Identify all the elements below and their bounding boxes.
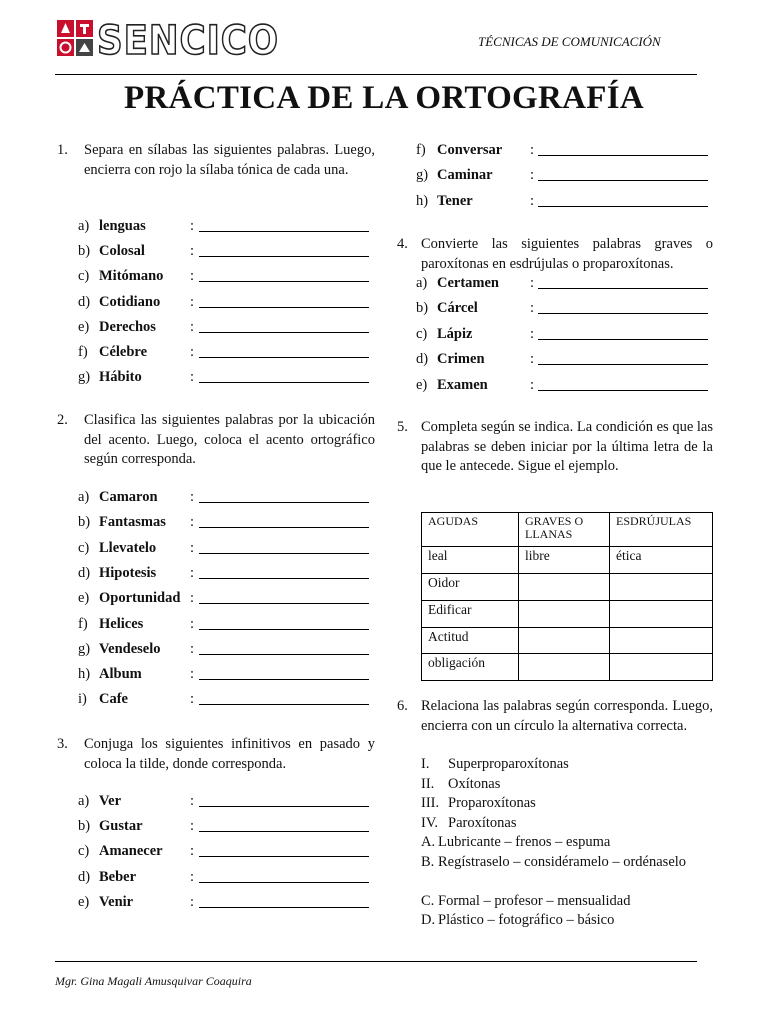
answer-blank-line[interactable] bbox=[199, 882, 369, 883]
roman-numeral: I. bbox=[421, 756, 430, 772]
question-5 bbox=[397, 418, 713, 477]
question-6 bbox=[397, 697, 713, 736]
roman-text: Proparoxítonas bbox=[448, 795, 536, 811]
item-colon: : bbox=[190, 489, 195, 505]
item-word: Hipotesis bbox=[99, 564, 157, 581]
item-colon: : bbox=[530, 300, 535, 317]
item-colon: : bbox=[190, 843, 195, 860]
answer-blank-line[interactable] bbox=[199, 629, 369, 630]
table-cell bbox=[610, 628, 713, 654]
question-text: Convierte las siguientes palabras graves o paroxítonas en esdrújulas o proparoxítonas. bbox=[421, 236, 713, 272]
header-divider bbox=[55, 74, 697, 75]
question-number: 2. bbox=[57, 412, 68, 428]
item-letter: e) bbox=[78, 893, 90, 910]
item-colon: : bbox=[190, 218, 195, 234]
item-letter: a) bbox=[416, 275, 428, 291]
answer-item bbox=[78, 892, 369, 912]
item-letter: d) bbox=[416, 351, 429, 368]
item-colon: : bbox=[190, 893, 195, 910]
item-word: Album bbox=[99, 666, 142, 683]
roman-text: Paroxítonas bbox=[448, 814, 517, 831]
item-letter: b) bbox=[78, 514, 91, 531]
answer-blank-line[interactable] bbox=[538, 313, 708, 314]
answer-item bbox=[416, 165, 708, 185]
item-colon: : bbox=[530, 376, 535, 393]
answer-blank-line[interactable] bbox=[199, 578, 369, 579]
item-word: Hábito bbox=[99, 369, 142, 386]
roman-numeral: IV. bbox=[421, 814, 439, 831]
answer-blank-line[interactable] bbox=[199, 281, 369, 282]
option-text: Formal – profesor – mensualidad bbox=[438, 892, 631, 909]
question-3 bbox=[57, 735, 375, 774]
answer-blank-line[interactable] bbox=[199, 831, 369, 832]
answer-item bbox=[78, 342, 369, 362]
answer-blank-line[interactable] bbox=[199, 553, 369, 554]
answer-item bbox=[78, 241, 369, 261]
item-letter: d) bbox=[78, 293, 91, 310]
item-letter: a) bbox=[78, 489, 90, 505]
answer-item bbox=[78, 512, 369, 532]
item-word: Mitómano bbox=[99, 268, 164, 285]
answer-blank-line[interactable] bbox=[538, 155, 708, 156]
answer-blank-line[interactable] bbox=[199, 907, 369, 908]
item-colon: : bbox=[530, 325, 535, 342]
item-colon: : bbox=[190, 268, 195, 285]
item-letter: f) bbox=[78, 615, 88, 632]
header-subject: TÉCNICAS DE COMUNICACIÓN bbox=[478, 34, 661, 49]
answer-blank-line[interactable] bbox=[538, 339, 708, 340]
item-letter: c) bbox=[78, 539, 90, 556]
roman-numeral: II. bbox=[421, 775, 435, 792]
answer-item bbox=[416, 140, 708, 160]
item-letter: c) bbox=[416, 325, 428, 342]
item-word: Cotidiano bbox=[99, 293, 161, 310]
table-cell bbox=[610, 574, 713, 601]
item-colon: : bbox=[530, 351, 535, 368]
answer-blank-line[interactable] bbox=[199, 806, 369, 807]
item-colon: : bbox=[190, 539, 195, 556]
answer-item bbox=[78, 538, 369, 558]
footer-divider bbox=[55, 961, 697, 962]
answer-item bbox=[416, 349, 708, 369]
question-text: Conjuga los siguientes infinitivos en pasado y coloca la tilde, donde corresponda. bbox=[84, 736, 375, 772]
item-letter: b) bbox=[78, 243, 91, 260]
item-word: Tener bbox=[437, 192, 473, 209]
answer-item bbox=[78, 614, 369, 634]
answer-blank-line[interactable] bbox=[199, 256, 369, 257]
option-letter: C. bbox=[421, 892, 435, 909]
table-header: AGUDAS bbox=[422, 513, 519, 547]
question-text: Separa en sílabas las siguientes palabras. Luego, encierra con rojo la sílaba tónica de cada una. bbox=[84, 142, 375, 178]
answer-item bbox=[78, 816, 369, 836]
item-colon: : bbox=[530, 192, 535, 209]
question-number: 1. bbox=[57, 142, 68, 158]
answer-blank-line[interactable] bbox=[199, 502, 369, 503]
answer-blank-line[interactable] bbox=[199, 856, 369, 857]
item-colon: : bbox=[190, 640, 195, 657]
item-word: Cárcel bbox=[437, 300, 478, 317]
table-cell: Edificar bbox=[422, 601, 519, 628]
item-letter: d) bbox=[78, 868, 91, 885]
item-letter: i) bbox=[78, 691, 87, 708]
answer-blank-line[interactable] bbox=[199, 603, 369, 604]
question-1 bbox=[57, 141, 375, 180]
option-item bbox=[421, 833, 713, 853]
item-word: Examen bbox=[437, 376, 488, 393]
option-letter: A. bbox=[421, 834, 436, 850]
accent-table bbox=[421, 512, 713, 681]
answer-item bbox=[416, 324, 708, 344]
table-header: GRAVES O LLANAS bbox=[519, 513, 610, 547]
item-word: Llevatelo bbox=[99, 539, 157, 556]
answer-blank-line[interactable] bbox=[538, 364, 708, 365]
answer-blank-line[interactable] bbox=[538, 390, 708, 391]
answer-item bbox=[78, 841, 369, 861]
question-number: 5. bbox=[397, 419, 408, 435]
answer-blank-line[interactable] bbox=[199, 704, 369, 705]
item-word: Gustar bbox=[99, 818, 143, 835]
question-text: Relaciona las palabras según corresponda. Luego, encierra con un círculo la alternativa correcta. bbox=[421, 698, 713, 734]
table-cell: ética bbox=[610, 547, 713, 574]
answer-item bbox=[78, 367, 369, 387]
item-letter: f) bbox=[416, 142, 426, 158]
answer-item bbox=[416, 298, 708, 318]
item-word: Ver bbox=[99, 793, 122, 809]
answer-blank-line[interactable] bbox=[199, 332, 369, 333]
item-word: Crimen bbox=[437, 351, 485, 368]
svg-text:SENCICO: SENCICO bbox=[97, 18, 279, 58]
roman-item bbox=[421, 755, 713, 775]
item-colon: : bbox=[530, 275, 535, 291]
answer-item bbox=[78, 292, 369, 312]
table-cell bbox=[610, 654, 713, 681]
item-word: Lápiz bbox=[437, 325, 473, 342]
item-letter: f) bbox=[78, 344, 88, 360]
item-colon: : bbox=[190, 514, 195, 531]
item-colon: : bbox=[190, 691, 195, 708]
table-cell: obligación bbox=[422, 654, 519, 681]
answer-item bbox=[78, 689, 369, 709]
item-colon: : bbox=[530, 142, 535, 158]
roman-item bbox=[421, 814, 713, 834]
item-colon: : bbox=[190, 590, 195, 607]
table-cell bbox=[519, 654, 610, 681]
question-4 bbox=[397, 235, 713, 274]
table-cell bbox=[519, 601, 610, 628]
item-letter: d) bbox=[78, 564, 91, 581]
item-word: Colosal bbox=[99, 243, 145, 260]
item-word: Camaron bbox=[99, 489, 158, 505]
item-letter: h) bbox=[78, 666, 91, 683]
roman-numeral: III. bbox=[421, 795, 440, 811]
item-colon: : bbox=[190, 818, 195, 835]
question-text: Completa según se indica. La condición es que las palabras se deben iniciar por la última letra de la que le antecede. Sigue el ejemplo. bbox=[421, 419, 713, 474]
item-letter: b) bbox=[78, 818, 91, 835]
answer-blank-line[interactable] bbox=[199, 357, 369, 358]
item-colon: : bbox=[190, 666, 195, 683]
item-word: Helices bbox=[99, 615, 144, 632]
item-word: Fantasmas bbox=[99, 514, 166, 531]
item-letter: c) bbox=[78, 843, 90, 860]
table-header: ESDRÚJULAS bbox=[610, 513, 713, 547]
item-letter: b) bbox=[416, 300, 429, 317]
answer-item bbox=[78, 791, 369, 811]
option-item bbox=[421, 911, 713, 931]
roman-text: Oxítonas bbox=[448, 775, 501, 792]
item-colon: : bbox=[190, 369, 195, 386]
item-word: Caminar bbox=[437, 167, 493, 184]
item-letter: e) bbox=[416, 376, 428, 393]
answer-blank-line[interactable] bbox=[538, 288, 708, 289]
item-colon: : bbox=[190, 868, 195, 885]
sencico-logo bbox=[57, 18, 282, 58]
answer-blank-line[interactable] bbox=[199, 654, 369, 655]
roman-text: Superproparoxítonas bbox=[448, 756, 569, 772]
answer-item bbox=[78, 664, 369, 684]
item-colon: : bbox=[190, 318, 195, 335]
answer-blank-line[interactable] bbox=[538, 180, 708, 181]
item-word: Venir bbox=[99, 893, 134, 910]
item-word: Conversar bbox=[437, 142, 503, 158]
item-letter: g) bbox=[416, 167, 429, 184]
answer-item bbox=[78, 216, 369, 236]
option-letter: D. bbox=[421, 912, 436, 928]
answer-blank-line[interactable] bbox=[199, 527, 369, 528]
table-cell: libre bbox=[519, 547, 610, 574]
item-letter: h) bbox=[416, 192, 429, 209]
item-letter: c) bbox=[78, 268, 90, 285]
table-cell bbox=[610, 601, 713, 628]
table-cell bbox=[519, 574, 610, 601]
item-letter: a) bbox=[78, 793, 90, 809]
item-letter: a) bbox=[78, 218, 90, 234]
answer-blank-line[interactable] bbox=[199, 307, 369, 308]
item-word: Vendeselo bbox=[99, 640, 161, 657]
option-text: Lubricante – frenos – espuma bbox=[438, 834, 611, 850]
item-colon: : bbox=[190, 293, 195, 310]
item-letter: e) bbox=[78, 318, 90, 335]
item-word: Cafe bbox=[99, 691, 128, 708]
item-colon: : bbox=[190, 344, 195, 360]
item-colon: : bbox=[530, 167, 535, 184]
question-number: 6. bbox=[397, 698, 408, 714]
table-cell: leal bbox=[422, 547, 519, 574]
item-word: Certamen bbox=[437, 275, 500, 291]
item-word: Célebre bbox=[99, 344, 148, 360]
q6-list bbox=[421, 755, 713, 931]
answer-item bbox=[416, 191, 708, 211]
footer-author: Mgr. Gina Magali Amusquivar Coaquira bbox=[55, 974, 252, 988]
option-text: Plástico – fotográfico – básico bbox=[438, 912, 615, 928]
roman-item bbox=[421, 775, 713, 795]
item-letter: g) bbox=[78, 640, 91, 657]
answer-blank-line[interactable] bbox=[199, 679, 369, 680]
answer-item bbox=[78, 487, 369, 507]
question-number: 4. bbox=[397, 236, 408, 252]
item-letter: e) bbox=[78, 590, 90, 607]
question-2 bbox=[57, 411, 375, 470]
question-number: 3. bbox=[57, 736, 68, 752]
item-word: Derechos bbox=[99, 318, 156, 335]
table-cell: Oidor bbox=[422, 574, 519, 601]
item-colon: : bbox=[190, 243, 195, 260]
answer-blank-line[interactable] bbox=[199, 382, 369, 383]
item-colon: : bbox=[190, 793, 195, 809]
item-colon: : bbox=[190, 564, 195, 581]
answer-item bbox=[78, 639, 369, 659]
roman-item bbox=[421, 794, 713, 814]
item-colon: : bbox=[190, 615, 195, 632]
answer-item bbox=[416, 375, 708, 395]
item-letter: g) bbox=[78, 369, 91, 386]
answer-blank-line[interactable] bbox=[199, 231, 369, 232]
table-cell: Actitud bbox=[422, 628, 519, 654]
page-title: PRÁCTICA DE LA ORTOGRAFÍA bbox=[123, 80, 645, 116]
item-word: Beber bbox=[99, 868, 137, 885]
item-word: lenguas bbox=[99, 218, 146, 234]
option-item bbox=[421, 892, 713, 912]
option-text: Regístraselo – considéramelo – ordénaselo bbox=[438, 853, 687, 870]
answer-item bbox=[78, 317, 369, 337]
answer-item bbox=[416, 273, 708, 293]
item-word: Oportunidad bbox=[99, 590, 181, 607]
answer-blank-line[interactable] bbox=[538, 206, 708, 207]
answer-item bbox=[78, 563, 369, 583]
answer-item bbox=[78, 588, 369, 608]
option-item bbox=[421, 853, 713, 892]
option-letter: B. bbox=[421, 853, 435, 870]
question-text: Clasifica las siguientes palabras por la ubicación del acento. Luego, coloca el acento ortográfico según corresponda. bbox=[84, 412, 375, 467]
answer-item bbox=[78, 867, 369, 887]
table-cell bbox=[519, 628, 610, 654]
item-word: Amanecer bbox=[99, 843, 163, 860]
answer-item bbox=[78, 266, 369, 286]
